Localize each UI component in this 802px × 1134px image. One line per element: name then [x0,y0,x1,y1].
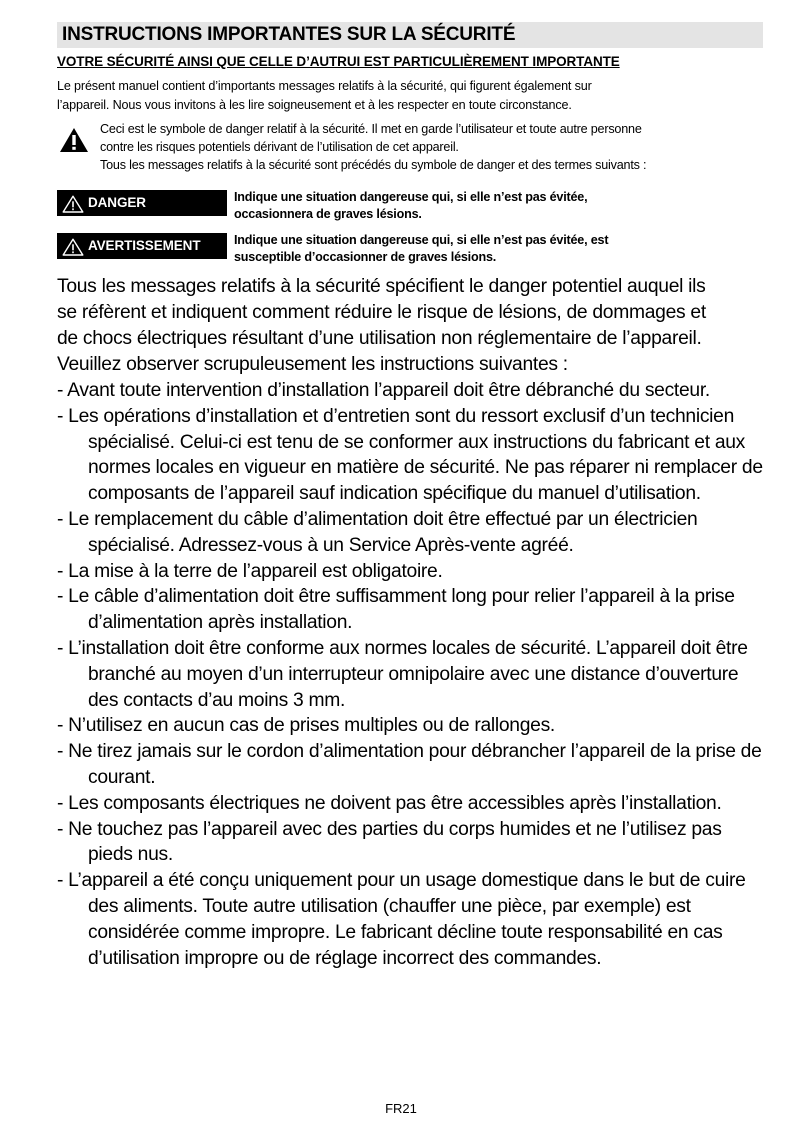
list-item: - Ne touchez pas l’appareil avec des parties du corps humides et ne l’utilisez pas pieds nus. [57,818,722,866]
avertissement-line: Indique une situation dangereuse qui, si elle n’est pas évitée, est [234,233,609,247]
list-item: - Les opérations d’installation et d’entretien sont du ressort exclusif d’un technicien spécialisé. Celui-ci est tenu de se conformer aux instructions du fabricant et aux normes locales en vigueur en matière de sécurité. Ne pas réparer ni remplacer de composants de l’appareil sauf indication spécifique du manuel d’utilisation. [57,405,763,505]
danger-badge [57,190,227,216]
main-line: Veuillez observer scrupuleusement les instructions suivantes : [57,354,568,375]
avertissement-label: AVERTISSEMENT [88,238,201,253]
avertissement-description [234,232,734,266]
section-subtitle: VOTRE SÉCURITÉ AINSI QUE CELLE D’AUTRUI EST PARTICULIÈREMENT IMPORTANTE [57,54,620,69]
page-number: FR21 [385,1101,417,1116]
danger-line: occasionnera de graves lésions. [234,207,422,221]
main-paragraph [57,274,769,378]
list-item: - La mise à la terre de l’appareil est obligatoire. [57,560,443,582]
warning-outline-icon [62,238,84,256]
safety-rules-list [57,378,769,971]
intro-line: Le présent manuel contient d’importants messages relatifs à la sécurité, qui figurent également sur [57,79,592,93]
list-item: - Les composants électriques ne doivent pas être accessibles après l’installation. [57,792,722,814]
danger-line: Indique une situation dangereuse qui, si elle n’est pas évitée, [234,190,588,204]
intro-paragraph [57,77,769,115]
main-line: se réfèrent et indiquent comment réduire le risque de lésions, de dommages et [57,302,706,323]
symbol-line: Ceci est le symbole de danger relatif à la sécurité. Il met en garde l’utilisateur et toute autre personne [100,122,642,136]
symbol-line: Tous les messages relatifs à la sécurité sont précédés du symbole de danger et des termes suivants : [100,158,647,172]
safety-symbol-description [100,120,768,174]
avertissement-line: susceptible d’occasionner de graves lésions. [234,250,497,264]
intro-line: l’appareil. Nous vous invitons à les lire soigneusement et à les respecter en toute circonstance. [57,98,572,112]
list-item: - N’utilisez en aucun cas de prises multiples ou de rallonges. [57,715,555,737]
warning-triangle-icon [59,127,89,153]
symbol-line: contre les risques potentiels dérivant de l’utilisation de cet appareil. [100,140,459,154]
list-item: - L’appareil a été conçu uniquement pour un usage domestique dans le but de cuire des aliments. Toute autre utilisation (chauffer une pièce, par exemple) est considérée comme impropre. Le fabricant décline toute responsabilité en cas d’utilisation impropre ou de réglage incorrect des commandes. [57,870,746,969]
danger-label: DANGER [88,195,146,210]
list-item: - Le câble d’alimentation doit être suffisamment long pour relier l’appareil à la prise d’alimentation après installation. [57,586,735,634]
section-title-bar [57,22,763,48]
list-item: - Avant toute intervention d’installation l’appareil doit être débranché du secteur. [57,380,710,401]
list-item: - L’installation doit être conforme aux normes locales de sécurité. L’appareil doit être branché au moyen d’un interrupteur omnipolaire avec une distance d’ouverture des contacts d’au moins 3 mm. [57,637,748,711]
main-line: Tous les messages relatifs à la sécurité spécifient le danger potentiel auquel ils [57,276,706,297]
list-item: - Ne tirez jamais sur le cordon d’alimentation pour débrancher l’appareil de la prise de courant. [57,741,762,788]
avertissement-badge [57,233,227,259]
main-line: de chocs électriques résultant d’une utilisation non réglementaire de l’appareil. [57,328,702,349]
section-title: INSTRUCTIONS IMPORTANTES SUR LA SÉCURITÉ [62,24,516,45]
danger-description [234,189,734,223]
list-item: - Le remplacement du câble d’alimentation doit être effectué par un électricien spécialisé. Adressez-vous à un Service Après-vente agréé. [57,508,698,556]
warning-outline-icon [62,195,84,213]
